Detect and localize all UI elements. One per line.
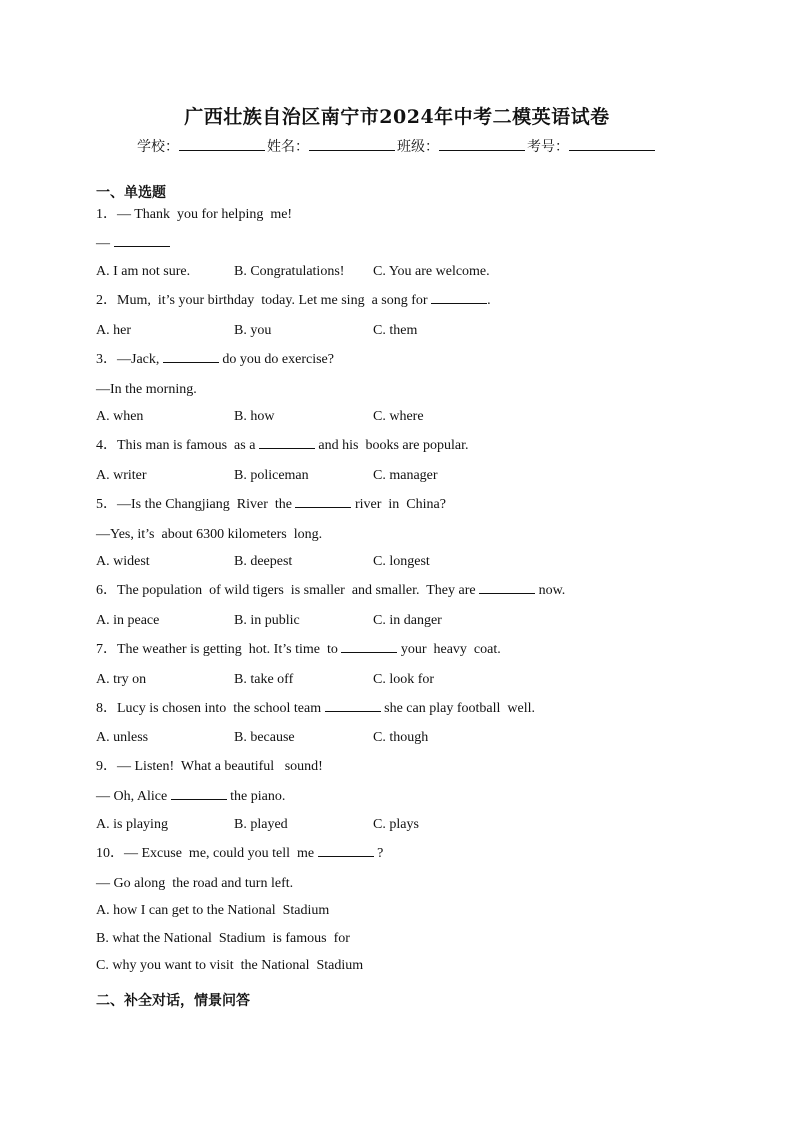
option-c[interactable]: C. manager — [373, 468, 438, 483]
question-2-options — [96, 322, 736, 340]
question-1-line-1: 1．— Thank you for helping me! — [96, 207, 293, 222]
question-10-option-a[interactable]: A. how I can get to the National Stadium — [96, 903, 330, 918]
option-b[interactable]: B. because — [234, 730, 295, 745]
name-label: 姓名： — [267, 139, 309, 155]
answer-blank[interactable] — [295, 496, 351, 508]
section-heading-single-choice: 一、单选题 — [96, 185, 166, 201]
question-8-line-1: 8．Lucy is chosen into the school team she can play football well. — [96, 701, 535, 716]
school-blank[interactable] — [179, 138, 265, 151]
answer-blank[interactable] — [114, 235, 170, 247]
option-c[interactable]: C. You are welcome. — [373, 264, 490, 279]
option-c[interactable]: C. longest — [373, 554, 430, 569]
answer-blank[interactable] — [163, 351, 219, 363]
option-a[interactable]: A. unless — [96, 730, 149, 745]
option-b[interactable]: B. policeman — [234, 468, 309, 483]
question-4-options — [96, 467, 736, 485]
option-b[interactable]: B. take off — [234, 672, 294, 687]
question-10-line-2: — Go along the road and turn left. — [96, 876, 294, 891]
question-10-line-1: 10．— Excuse me, could you tell me ? — [96, 846, 384, 861]
question-3-line-2: —In the morning. — [96, 382, 197, 397]
question-10-option-c[interactable]: C. why you want to visit the National Stadium — [96, 958, 364, 973]
number-label: 考号： — [527, 139, 569, 155]
answer-blank[interactable] — [479, 582, 535, 594]
option-b[interactable]: B. deepest — [234, 554, 293, 569]
question-7-line-1: 7．The weather is getting hot. It’s time to your heavy coat. — [96, 642, 501, 657]
question-9-line-2: — Oh, Alice the piano. — [96, 789, 286, 804]
option-a[interactable]: A. in peace — [96, 613, 160, 628]
option-b[interactable]: B. played — [234, 817, 288, 832]
class-label: 班级： — [397, 139, 439, 155]
option-c[interactable]: C. plays — [373, 817, 419, 832]
question-5-line-1: 5．—Is the Changjiang River the river in China? — [96, 497, 446, 512]
option-a[interactable]: A. is playing — [96, 817, 168, 832]
option-a[interactable]: A. try on — [96, 672, 147, 687]
option-a[interactable]: A. widest — [96, 554, 150, 569]
option-a[interactable]: A. I am not sure. — [96, 264, 191, 279]
question-6-options — [96, 612, 736, 630]
question-1-line-2: — — [96, 235, 170, 253]
question-6-line-1: 6．The population of wild tigers is smaller and smaller. They are now. — [96, 583, 566, 598]
option-c[interactable]: C. in danger — [373, 613, 442, 628]
answer-blank[interactable] — [431, 292, 487, 304]
question-5-line-2: —Yes, it’s about 6300 kilometers long. — [96, 527, 323, 542]
option-c[interactable]: C. them — [373, 323, 418, 338]
page-title: 广西壮族自治区南宁市2024年中考二模英语试卷 — [184, 106, 610, 128]
answer-blank[interactable] — [341, 641, 397, 653]
option-a[interactable]: A. her — [96, 323, 131, 338]
option-b[interactable]: B. in public — [234, 613, 300, 628]
question-5-options — [96, 553, 736, 571]
option-c[interactable]: C. look for — [373, 672, 435, 687]
question-7-options — [96, 671, 736, 689]
answer-blank[interactable] — [318, 845, 374, 857]
option-a[interactable]: A. writer — [96, 468, 147, 483]
answer-blank[interactable] — [325, 700, 381, 712]
student-info-row — [0, 136, 794, 156]
option-c[interactable]: C. where — [373, 409, 424, 424]
option-b[interactable]: B. how — [234, 409, 275, 424]
answer-blank[interactable] — [259, 437, 315, 449]
section-heading-dialogue: 二、补全对话，情景问答 — [96, 993, 250, 1009]
option-a[interactable]: A. when — [96, 409, 144, 424]
school-label: 学校： — [137, 139, 179, 155]
question-1-options — [96, 263, 736, 281]
option-b[interactable]: B. Congratulations! — [234, 264, 345, 279]
question-9-options — [96, 816, 736, 834]
option-b[interactable]: B. you — [234, 323, 272, 338]
question-4-line-1: 4．This man is famous as a and his books are popular. — [96, 438, 469, 453]
answer-blank[interactable] — [171, 788, 227, 800]
question-3-options — [96, 408, 736, 426]
question-3-line-1: 3．—Jack, do you do exercise? — [96, 352, 334, 367]
number-blank[interactable] — [569, 138, 655, 151]
question-10-option-b[interactable]: B. what the National Stadium is famous for — [96, 931, 350, 946]
question-2-line-1: 2．Mum, it’s your birthday today. Let me sing a song for . — [96, 293, 491, 308]
class-blank[interactable] — [439, 138, 525, 151]
name-blank[interactable] — [309, 138, 395, 151]
question-8-options — [96, 729, 736, 747]
option-c[interactable]: C. though — [373, 730, 429, 745]
question-9-line-1: 9．— Listen! What a beautiful sound! — [96, 759, 323, 774]
